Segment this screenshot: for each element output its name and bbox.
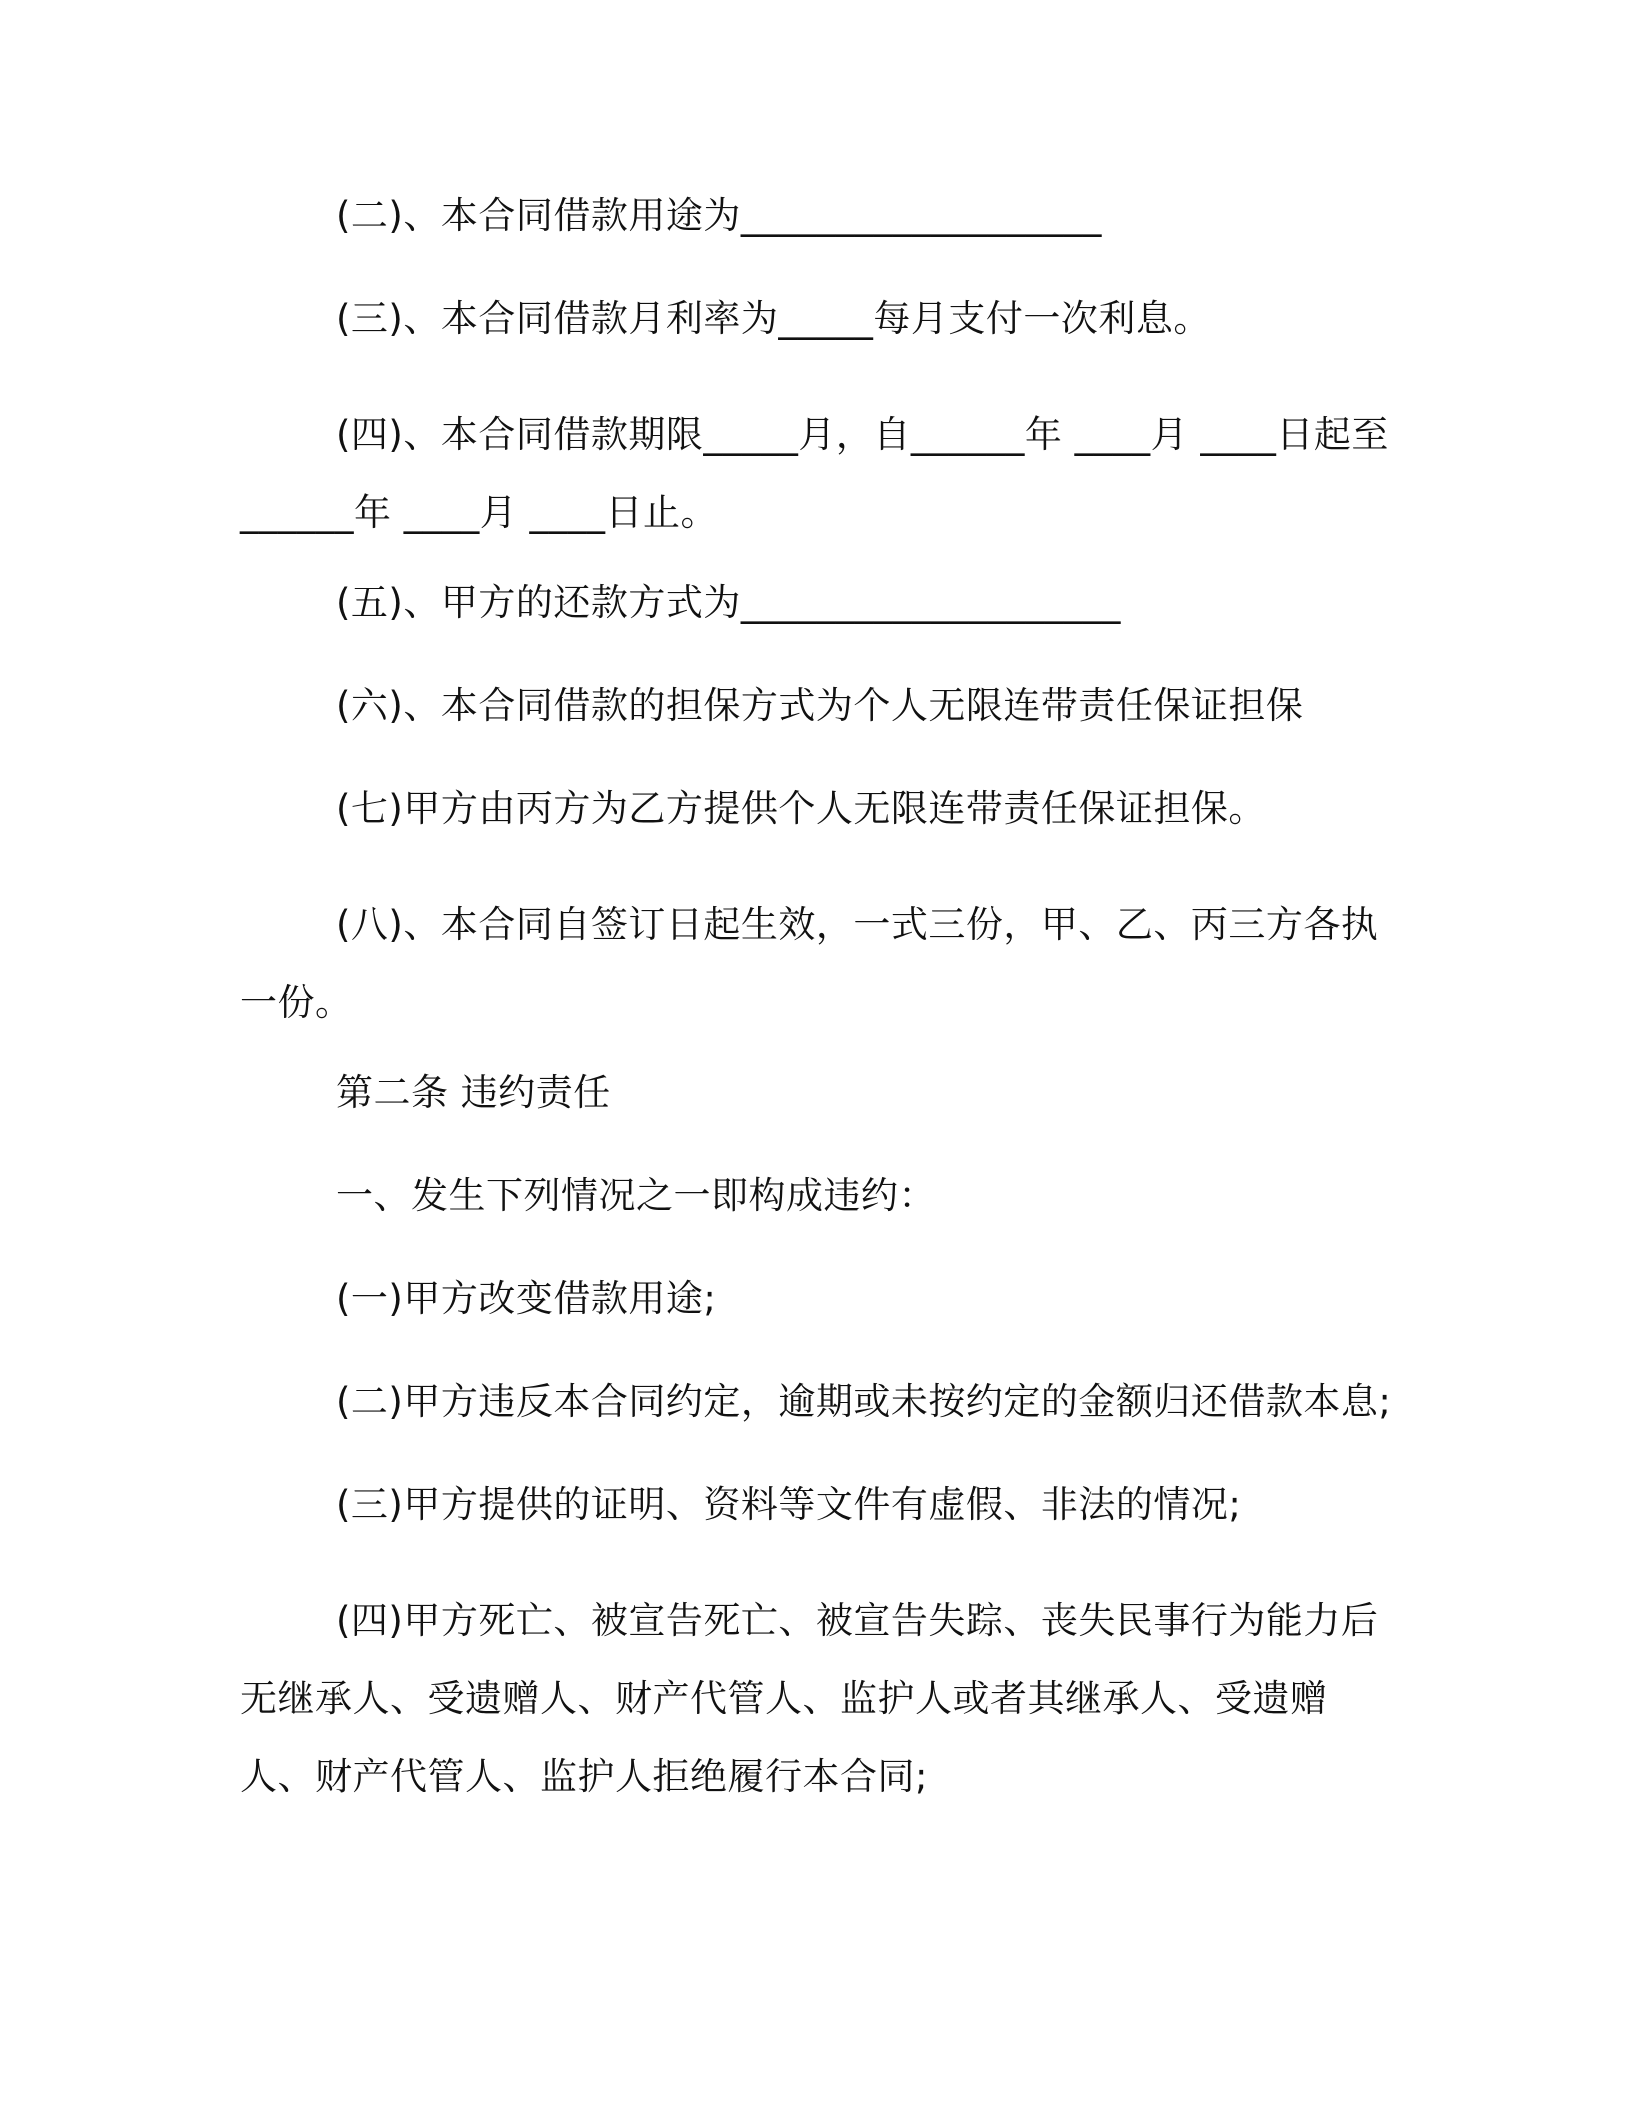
clause-3-interest: (三)、本合同借款月利率为_____每月支付一次利息。	[336, 297, 1211, 340]
clause-5-repayment: (五)、甲方的还款方式为____________________	[336, 581, 1121, 624]
breach-item-1: (一)甲方改变借款用途;	[336, 1277, 717, 1320]
clause-2-purpose: (二)、本合同借款用途为___________________	[336, 194, 1102, 237]
document-body	[240, 190, 1400, 1841]
breach-intro: 一、发生下列情况之一即构成违约：	[336, 1174, 936, 1217]
clause-8-effect: (八)、本合同自签订日起生效，一式三份，甲、乙、丙三方各执一份。	[240, 903, 1379, 1024]
clause-4-term: (四)、本合同借款期限_____月，自______年 ____月 ____日起至______年 ____月 ____日止。	[240, 413, 1389, 534]
breach-item-2: (二)甲方违反本合同约定，逾期或未按约定的金额归还借款本息;	[336, 1380, 1392, 1423]
clause-6-guarantee: (六)、本合同借款的担保方式为个人无限连带责任保证担保	[336, 684, 1304, 727]
breach-item-3: (三)甲方提供的证明、资料等文件有虚假、非法的情况;	[336, 1483, 1242, 1526]
breach-item-4: (四)甲方死亡、被宣告死亡、被宣告失踪、丧失民事行为能力后无继承人、受遗赠人、财产代管人、监护人或者其继承人、受遗赠人、财产代管人、监护人拒绝履行本合同;	[240, 1599, 1379, 1798]
article-2-heading: 第二条 违约责任	[336, 1071, 611, 1114]
clause-7-guarantor: (七)甲方由丙方为乙方提供个人无限连带责任保证担保。	[336, 787, 1266, 830]
